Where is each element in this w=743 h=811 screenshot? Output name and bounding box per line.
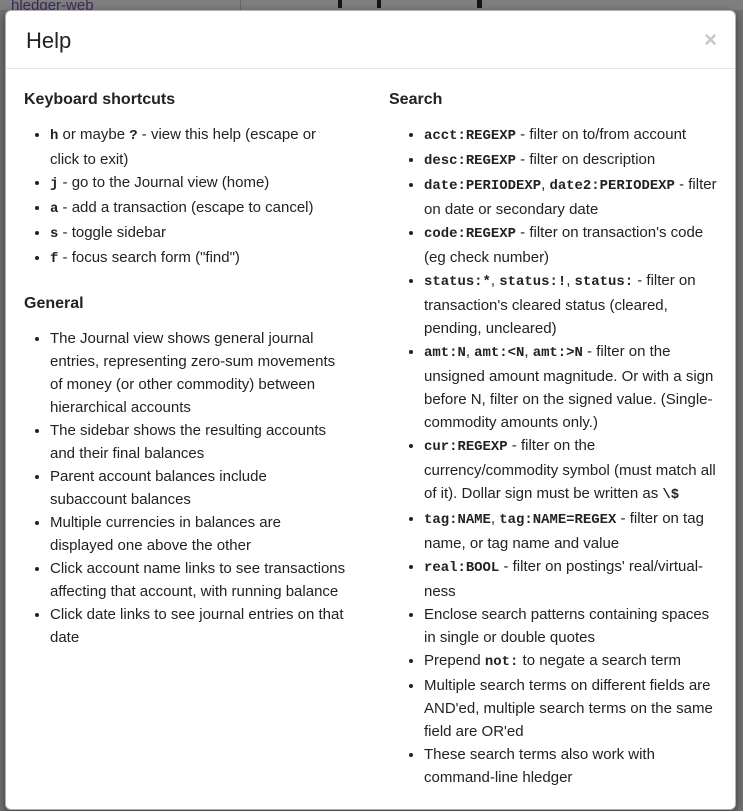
list-item: • Enclose search patterns containing spaces in single or double quotes <box>424 603 719 649</box>
list-item: • acct:REGEXP - filter on to/from account <box>424 123 719 148</box>
close-icon[interactable]: × <box>704 27 717 52</box>
list-item: • date:PERIODEXP, date2:PERIODEXP - filter on date or secondary date <box>424 173 719 221</box>
list-item: • Multiple currencies in balances are displayed one above the other <box>50 511 347 557</box>
search-list <box>389 123 719 789</box>
general-heading: General <box>24 295 84 312</box>
help-column-right <box>374 81 719 789</box>
code-text: amt:>N <box>532 345 583 361</box>
code-text: j <box>50 176 59 192</box>
list-item: • real:BOOL - filter on postings' real/virtual-ness <box>424 555 719 603</box>
list-item: • Multiple search terms on different fields are AND'ed, multiple search terms on the same field are OR'ed <box>424 674 719 743</box>
modal-header <box>6 11 735 69</box>
code-text: cur:REGEXP <box>424 439 508 455</box>
code-text: date:PERIODEXP <box>424 178 542 194</box>
list-item: • amt:N, amt:<N, amt:>N - filter on the unsigned amount magnitude. Or with a sign before N, filter on the signed value. (Single-commodity amounts only.) <box>424 340 719 434</box>
modal-title: Help <box>26 28 72 53</box>
code-text: not: <box>484 654 519 670</box>
list-item: • status:*, status:!, status: - filter on transaction's cleared status (cleared, pending, uncleared) <box>424 269 719 340</box>
help-column-left <box>24 81 374 789</box>
code-text: status:* <box>424 274 491 290</box>
code-text: \$ <box>662 487 680 503</box>
code-text: real:BOOL <box>424 560 500 576</box>
search-heading: Search <box>389 91 443 108</box>
code-text: tag:NAME <box>424 512 491 528</box>
code-text: status: <box>574 274 634 290</box>
list-item: • f - focus search form ("find") <box>50 246 347 271</box>
help-modal <box>5 10 736 810</box>
code-text: amt:N <box>424 345 466 361</box>
code-text: acct:REGEXP <box>424 128 517 144</box>
list-item: • code:REGEXP - filter on transaction's code (eg check number) <box>424 221 719 269</box>
code-text: ? <box>129 128 138 144</box>
keyboard-shortcuts-heading: Keyboard shortcuts <box>24 91 176 108</box>
list-item: • Click date links to see journal entries on that date <box>50 603 347 649</box>
modal-body <box>6 69 735 809</box>
list-item: • a - add a transaction (escape to cancel) <box>50 196 347 221</box>
list-item: • j - go to the Journal view (home) <box>50 171 347 196</box>
list-item: • The Journal view shows general journal entries, representing zero-sum movements of money (or other commodity) between hierarchical accounts <box>50 327 347 419</box>
code-text: f <box>50 251 59 267</box>
keyboard-shortcuts-list <box>24 123 347 271</box>
code-text: amt:<N <box>474 345 525 361</box>
code-text: code:REGEXP <box>424 226 517 242</box>
code-text: h <box>50 128 59 144</box>
list-item: • These search terms also work with command-line hledger <box>424 743 719 789</box>
code-text: tag:NAME=REGEX <box>499 512 617 528</box>
general-list <box>24 327 347 649</box>
code-text: date2:PERIODEXP <box>549 178 675 194</box>
code-text: a <box>50 201 59 217</box>
list-item: • The sidebar shows the resulting accounts and their final balances <box>50 419 347 465</box>
code-text: desc:REGEXP <box>424 153 517 169</box>
list-item: • Parent account balances include subaccount balances <box>50 465 347 511</box>
list-item: • desc:REGEXP - filter on description <box>424 148 719 173</box>
list-item: • tag:NAME, tag:NAME=REGEX - filter on tag name, or tag name and value <box>424 507 719 555</box>
list-item: • h or maybe ? - view this help (escape or click to exit) <box>50 123 347 171</box>
code-text: s <box>50 226 59 242</box>
code-text: status:! <box>499 274 567 290</box>
list-item: • cur:REGEXP - filter on the currency/commodity symbol (must match all of it). Dollar sign must be written as \$ <box>424 434 719 507</box>
list-item: • Prepend not: to negate a search term <box>424 649 719 674</box>
list-item: • s - toggle sidebar <box>50 221 347 246</box>
list-item: • Click account name links to see transactions affecting that account, with running balance <box>50 557 347 603</box>
